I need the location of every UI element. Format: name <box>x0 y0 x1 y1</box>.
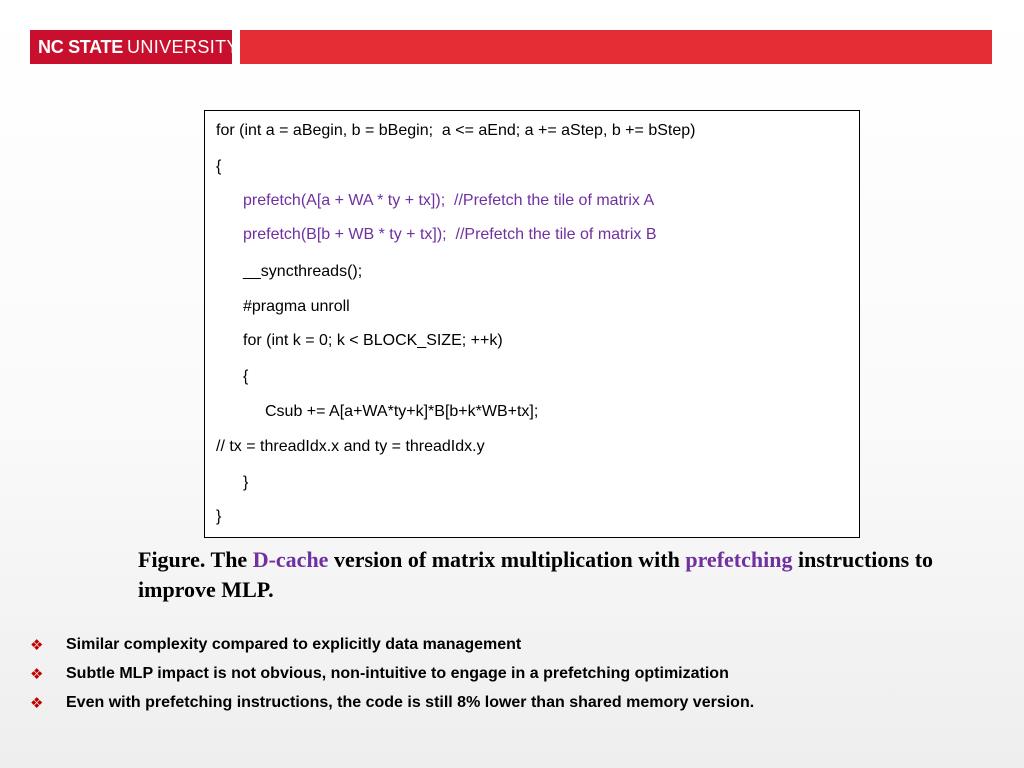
code-line-12: } <box>216 508 222 525</box>
caption-part-1: Figure. The <box>138 547 253 572</box>
bullet-item <box>30 665 729 683</box>
bullet-item <box>30 636 521 654</box>
code-line-2: { <box>216 158 222 175</box>
university-logo <box>30 30 239 64</box>
bullet-text: Subtle MLP impact is not obvious, non-intuitive to engage in a prefetching optimization <box>66 665 729 682</box>
caption-part-3: instructions to improve MLP. <box>138 547 934 602</box>
code-line-4: prefetch(B[b + WB * ty + tx]); //Prefetch the tile of matrix B <box>243 226 657 243</box>
header-bar <box>240 30 992 64</box>
caption-prefetching: prefetching <box>685 547 793 572</box>
bullet-item <box>30 694 754 712</box>
code-line-6: #pragma unroll <box>243 298 350 315</box>
logo-university: UNIVERSITY <box>126 36 239 57</box>
code-box <box>204 110 860 538</box>
code-line-3: prefetch(A[a + WA * ty + tx]); //Prefetch the tile of matrix A <box>243 192 655 209</box>
code-line-7: for (int k = 0; k < BLOCK_SIZE; ++k) <box>243 332 503 349</box>
diamond-bullet-icon: ❖ <box>30 694 44 712</box>
caption-dcache: D-cache <box>252 547 329 572</box>
bullet-text: Similar complexity compared to explicitly data management <box>66 636 522 653</box>
caption-part-2: version of matrix multiplication with <box>328 547 686 572</box>
diamond-bullet-icon: ❖ <box>30 665 44 683</box>
code-line-11: } <box>243 474 249 491</box>
logo-nc-state: NC STATE <box>38 36 123 57</box>
code-line-5: __syncthreads(); <box>243 263 363 280</box>
code-line-8: { <box>243 368 249 385</box>
code-line-1: for (int a = aBegin, b = bBegin; a <= aEnd; a += aStep, b += bStep) <box>216 122 696 139</box>
bullet-text: Even with prefetching instructions, the code is still 8% lower than shared memory version. <box>66 694 755 711</box>
code-line-9: Csub += A[a+WA*ty+k]*B[b+k*WB+tx]; <box>265 403 539 420</box>
diamond-bullet-icon: ❖ <box>30 636 44 654</box>
code-line-10: // tx = threadIdx.x and ty = threadIdx.y <box>216 438 485 455</box>
figure-caption <box>138 545 938 605</box>
